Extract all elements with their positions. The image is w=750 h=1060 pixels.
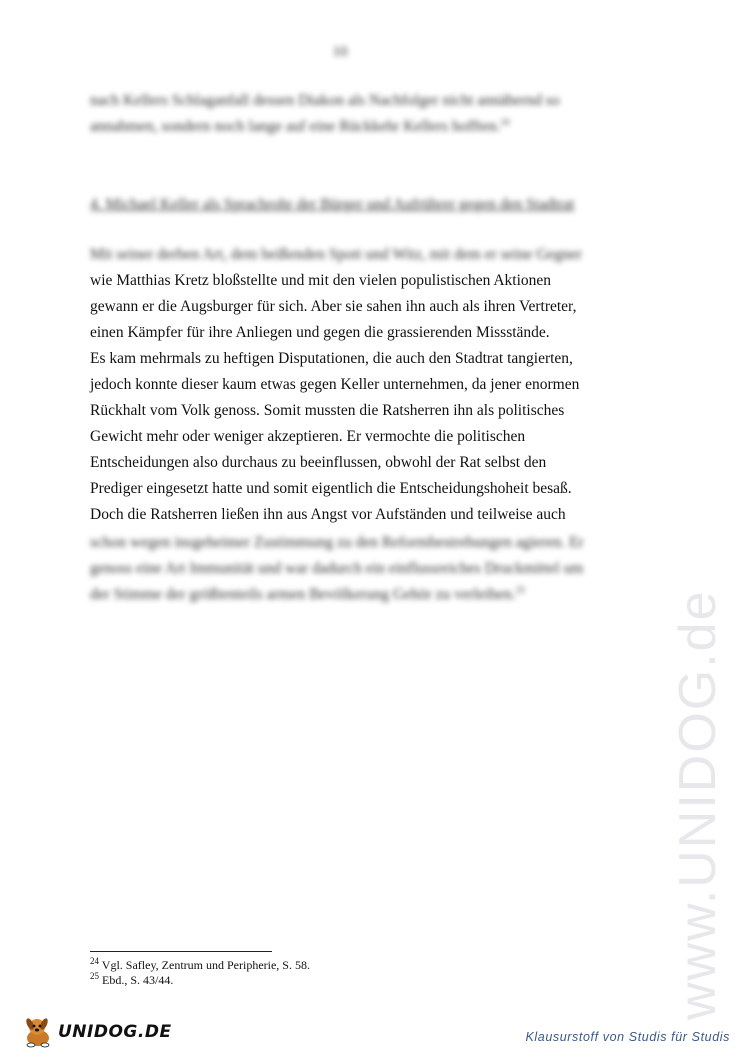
page-number: 10 [332,44,348,60]
text-line: jedoch konnte dieser kaum etwas gegen Keller unternehmen, da jener enormen [90,376,580,393]
text-line: gewann er die Augsburger für sich. Aber sie sahen ihn auch als ihren Vertreter, [90,298,577,315]
section-heading: 4. Michael Keller als Sprachrohr der Bürger und Aufrührer gegen den Stadtrat [90,196,575,213]
text-line: einen Kämpfer für ihre Anliegen und gegen die grassierenden Missstände. [90,324,550,341]
text-line: Prediger eingesetzt hatte und somit eigentlich die Entscheidungshoheit besaß. [90,480,572,497]
unidog-logo[interactable] [22,1016,172,1048]
text-line: annahmen, sondern noch lange auf eine Rückkehr Kellers hofften.$^{24}$ [90,116,510,135]
footnote-ref: 25 [515,584,525,595]
text-line: wie Matthias Kretz bloßstellte und mit den vielen populistischen Aktionen [90,272,552,289]
text-line: Entscheidungen also durchaus zu beeinflussen, obwohl der Rat selbst den [90,454,547,471]
dog-mascot-icon [22,1016,56,1048]
watermark: www.UNIDOG.de [669,589,727,1020]
footnote: $^{25}$ Ebd., S. 43/44. [90,971,174,987]
text-line: der Stimme der größtenteils armen Bevölkerung Gehör zu verleihen.$^{25}$ [90,584,525,603]
text-line: Es kam mehrmals zu heftigen Disputationen, die auch den Stadtrat tangierten, [90,350,573,367]
text-line: Doch die Ratsherren ließen ihn aus Angst vor Aufständen und teilweise auch [90,506,566,523]
logo-text: UNIDOG.DE [58,1022,172,1042]
text-line: nach Kellers Schlaganfall dessen Diakon als Nachfolger nicht annähernd so [90,92,560,109]
footer-tagline: Klausurstoff von Studis für Studis [525,1030,730,1044]
text-line: Gewicht mehr oder weniger akzeptieren. Er vermochte die politischen [90,428,526,445]
text-line: schon wegen insgeheimer Zustimmung zu den Reformbestrebungen agieren. Er [90,534,584,551]
footnote: $^{24}$ Vgl. Safley, Zentrum und Peripherie, S. 58. [90,956,310,972]
footnote-ref: 24 [500,116,510,127]
text-line: Rückhalt vom Volk genoss. Somit mussten die Ratsherren ihn als politisches [90,402,565,419]
text-line: genoss eine Art Immunität und war dadurch ein einflussreiches Druckmittel um [90,560,584,577]
text-line: Mit seiner derben Art, dem beißenden Spott und Witz, mit dem er seine Gegner [90,246,582,263]
footnote-divider [90,951,272,952]
